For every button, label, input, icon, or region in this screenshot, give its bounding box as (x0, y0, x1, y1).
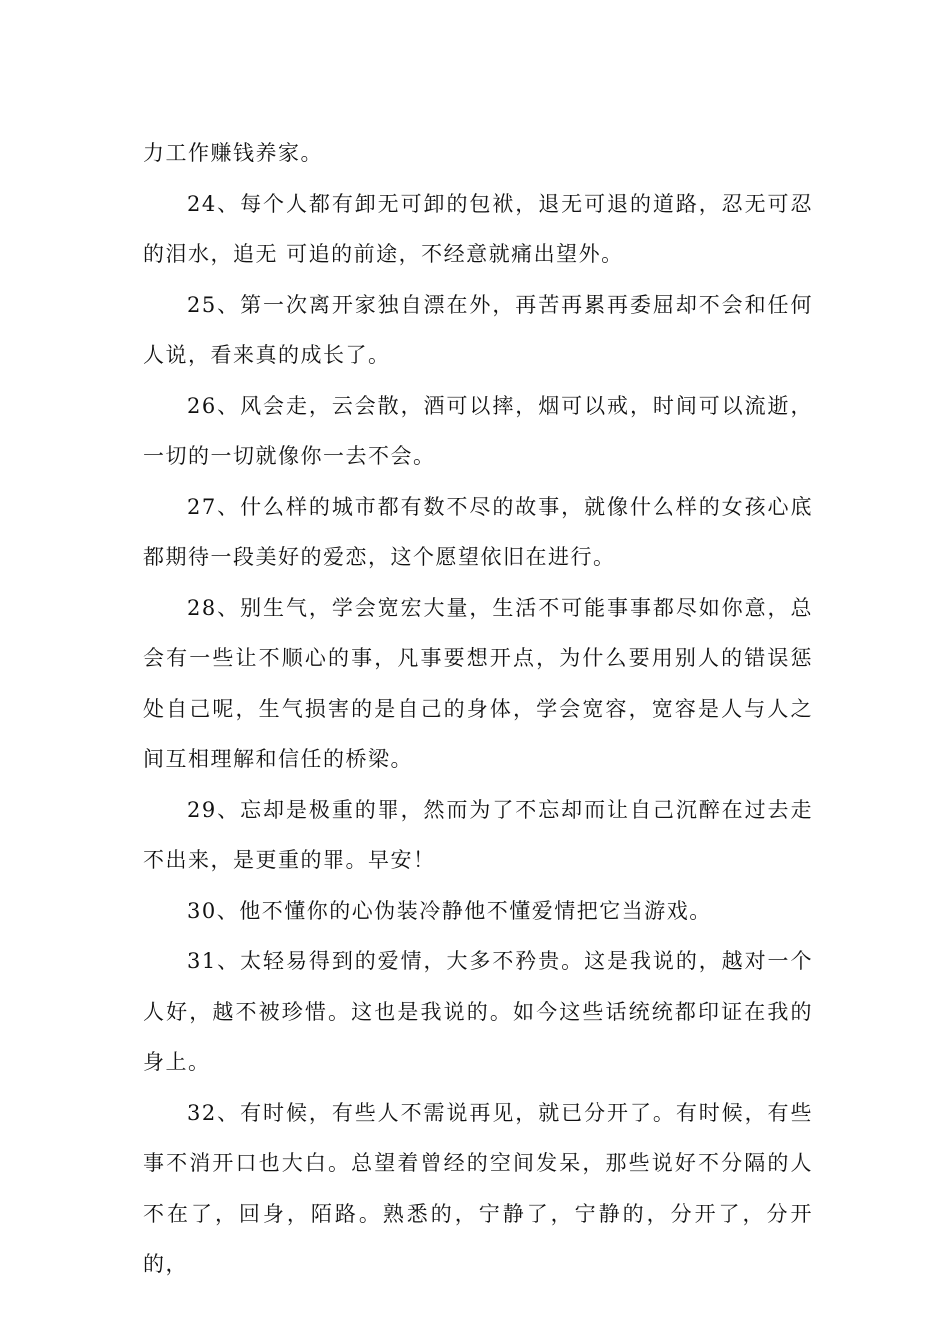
paragraph-item-31: 31、太轻易得到的爱情，大多不矜贵。这是我说的，越对一个人好，越不被珍惜。这也是我说的。如今这些话统统都印证在我的身上。 (143, 949, 813, 1074)
paragraph-item-28: 28、别生气，学会宽宏大量，生活不可能事事都尽如你意，总会有一些让不顺心的事，凡事要想开点，为什么要用别人的错误惩处自己呢，生气损害的是自己的身体，学会宽容，宽容是人与人之间互相理解和信任的桥梁。 (143, 595, 813, 771)
paragraph-item-25: 25、第一次离开家独自漂在外，再苦再累再委屈却不会和任何人说，看来真的成长了。 (143, 292, 813, 367)
paragraph-continuation: 力工作赚钱养家。 (143, 141, 323, 165)
paragraph-item-26: 26、风会走，云会散，酒可以摔，烟可以戒，时间可以流逝，一切的一切就像你一去不会。 (143, 393, 813, 468)
document-body (143, 128, 813, 1290)
paragraph-item-29: 29、忘却是极重的罪，然而为了不忘却而让自己沉醉在过去走不出来，是更重的罪。早安！ (143, 797, 813, 872)
paragraph-item-32: 32、有时候，有些人不需说再见，就已分开了。有时候，有些事不消开口也大白。总望着曾经的空间发呆，那些说好不分隔的人不在了，回身，陌路。熟悉的，宁静了，宁静的，分开了，分开的， (143, 1100, 813, 1276)
paragraph-item-24: 24、每个人都有卸无可卸的包袱，退无可退的道路，忍无可忍的泪水，追无 可追的前途，不经意就痛出望外。 (143, 191, 813, 266)
paragraph-item-30: 30、他不懂你的心伪装冷静他不懂爱情把它当游戏。 (187, 898, 712, 923)
paragraph-item-27: 27、什么样的城市都有数不尽的故事，就像什么样的女孩心底都期待一段美好的爱恋，这个愿望依旧在进行。 (143, 494, 813, 569)
